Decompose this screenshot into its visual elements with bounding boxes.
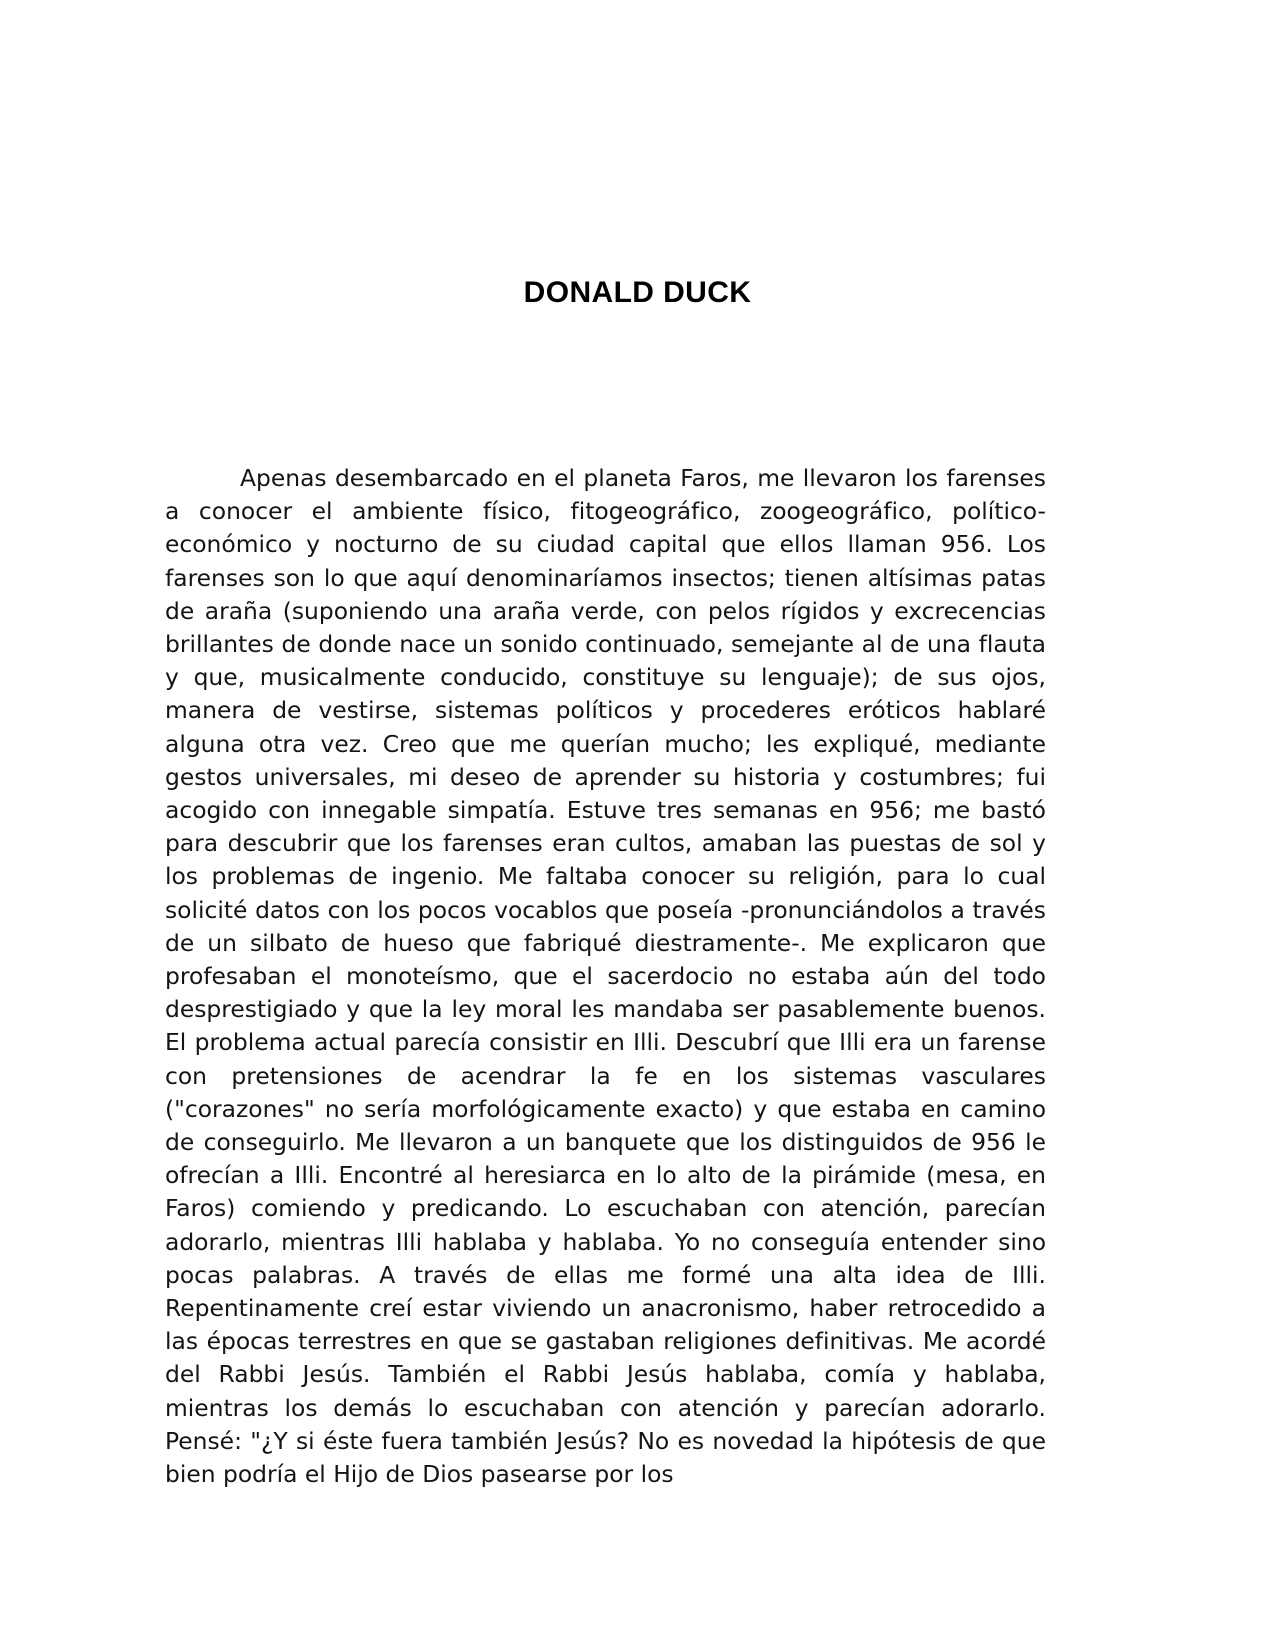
page-title: DONALD DUCK	[523, 276, 752, 310]
body-paragraph: Apenas desembarcado en el planeta Faros, me llevaron los farenses a conocer el ambiente físico, fitogeográfico, zoogeográfico, político-económico y nocturno de su ciudad capital que ellos llaman 956. Los farenses son lo que aquí denominaríamos insectos; tienen altísimas patas de araña (suponiendo una araña verde, con pelos rígidos y excrecencias brillantes de donde nace un sonido continuado, semejante al de una flauta y que, musicalmente conducido, constituye su lenguaje); de sus ojos, manera de vestirse, sistemas políticos y procederes eróticos hablaré alguna otra vez. Creo que me querían mucho; les expliqué, mediante gestos universales, mi deseo de aprender su historia y costumbres; fui acogido con innegable simpatía. Estuve tres semanas en 956; me bastó para descubrir que los farenses eran cultos, amaban las puestas de sol y los problemas de ingenio. Me faltaba conocer su religión, para lo cual solicité datos con los pocos vocablos que poseía -pronunciándolos a través de un silbato de hueso que fabriqué diestramente-. Me explicaron que profesaban el monoteísmo, que el sacerdocio no estaba aún del todo desprestigiado y que la ley moral les mandaba ser pasablemente buenos. El problema actual parecía consistir en Illi. Descubrí que Illi era un farense con pretensiones de acendrar la fe en los sistemas vasculares ("corazones" no sería morfológicamente exacto) y que estaba en camino de conseguirlo. Me llevaron a un banquete que los distinguidos de 956 le ofrecían a Illi. Encontré al heresiarca en lo alto de la pirámide (mesa, en Faros) comiendo y predicando. Lo escuchaban con atención, parecían adorarlo, mientras Illi hablaba y hablaba. Yo no conseguía entender sino pocas palabras. A través de ellas me formé una alta idea de Illi. Repentinamente creí estar viviendo un anacronismo, haber retrocedido a las épocas terrestres en que se gastaban religiones definitivas. Me acordé del Rabbi Jesús. También el Rabbi Jesús hablaba, comía y hablaba, mientras los demás lo escuchaban con atención y parecían adorarlo. Pensé: "¿Y si éste fuera también Jesús? No es novedad la hipótesis de que bien podría el Hijo de Dios pasearse por los	[165, 464, 1046, 1489]
document-body	[165, 462, 1046, 1491]
